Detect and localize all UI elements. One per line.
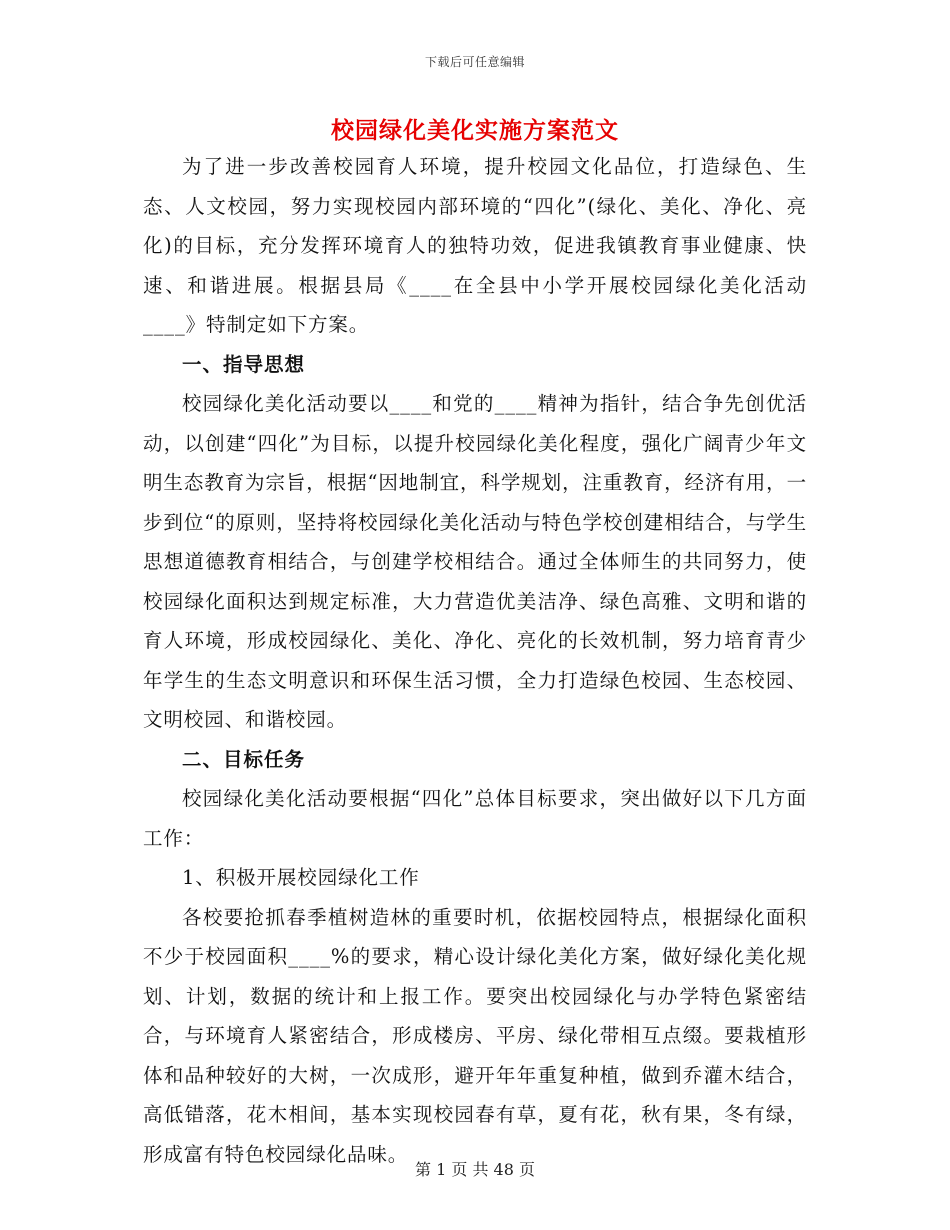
section-heading-guiding-thought: 一、指导思想 — [182, 352, 306, 376]
document-body — [143, 147, 807, 1174]
intro-paragraph: 为了进一步改善校园育人环境，提升校园文化品位，打造绿色、生态、人文校园，努力实现校园内部环境的“四化”(绿化、美化、净化、亮化)的目标，充分发挥环境育人的独特功效，促进我镇教育事业健康、快速、和谐进展。根据县局《____在全县中小学开展校园绿化美化活动____》特制定如下方案。 — [143, 155, 807, 336]
subsection-heading-greening: 1、积极开展校园绿化工作 — [182, 866, 420, 889]
document-title: 校园绿化美化实施方案范文 — [331, 117, 619, 144]
goals-intro-paragraph: 校园绿化美化活动要根据“四化”总体目标要求，突出做好以下几方面工作： — [143, 787, 807, 850]
guiding-thought-paragraph: 校园绿化美化活动要以____和党的____精神为指针，结合争先创优活动，以创建“四化”为目标，以提升校园绿化美化程度，强化广阔青少年文明生态教育为宗旨，根据“因地制宜，科学规划，注重教育，经济有用，一步到位“的原则，坚持将校园绿化美化活动与特色学校创建相结合，与学生思想道德教育相结合，与创建学校相结合。通过全体师生的共同努力，使校园绿化面积达到规定标准，大力营造优美洁净、绿色高雅、文明和谐的育人环境，形成校园绿化、美化、净化、亮化的长效机制，努力培育青少年学生的生态文明意识和环保生活习惯，全力打造绿色校园、生态校园、文明校园、和谐校园。 — [143, 392, 807, 731]
header-note: 下载后可任意编辑 — [424, 55, 525, 69]
page-number: 第 1 页 共 48 页 — [415, 1160, 535, 1179]
section-heading-goals: 二、目标任务 — [182, 747, 306, 771]
greening-paragraph: 各校要抢抓春季植树造林的重要时机，依据校园特点，根据绿化面积不少于校园面积____%的要求，精心设计绿化美化方案，做好绿化美化规划、计划，数据的统计和上报工作。要突出校园绿化与办学特色紧密结合，与环境育人紧密结合，形成楼房、平房、绿化带相互点缀。要栽植形体和品种较好的大树，一次成形，避开年年重复种植，做到乔灌木结合，高低错落，花木相间，基本实现校园春有草，夏有花，秋有果，冬有绿，形成富有特色校园绿化品味。 — [143, 905, 807, 1166]
